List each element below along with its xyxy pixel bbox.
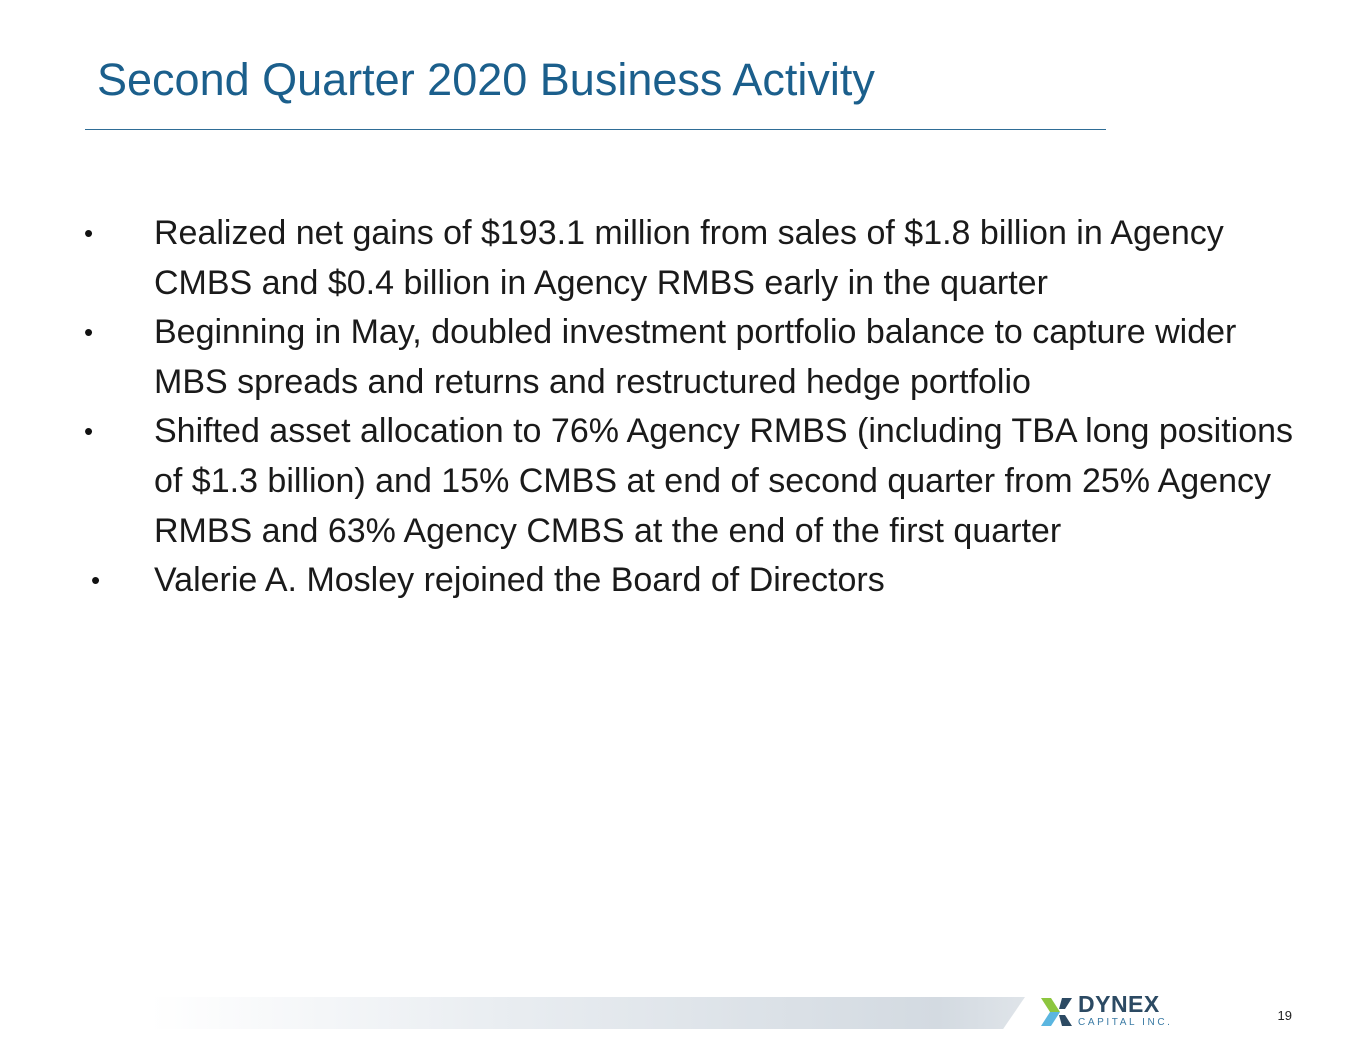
logo-wordmark: DYNEX <box>1078 991 1160 1017</box>
bullet-marker: • <box>84 416 94 447</box>
bullet-item <box>0 407 1300 556</box>
bullet-text: Beginning in May, doubled investment portfolio balance to capture wider MBS spreads and returns and restructured hedge portfolio <box>154 313 1237 401</box>
bullet-text: Realized net gains of $193.1 million from sales of $1.8 billion in Agency CMBS and $0.4 billion in Agency RMBS early in the quarter <box>154 214 1224 302</box>
bullet-text: Valerie A. Mosley rejoined the Board of Directors <box>154 561 885 600</box>
bullet-item <box>0 308 1300 407</box>
bullet-marker: • <box>91 565 101 596</box>
bullet-item <box>0 209 1300 308</box>
bullet-text: Shifted asset allocation to 76% Agency RMBS (including TBA long positions of $1.3 billion) and 15% CMBS at end of second quarter from 25% Agency RMBS and 63% Agency CMBS at the end of the first quarter <box>154 412 1294 550</box>
slide-title: Second Quarter 2020 Business Activity <box>97 54 875 105</box>
bullet-item <box>0 556 1300 606</box>
footer-band <box>150 997 1025 1029</box>
company-logo <box>1040 993 1190 1033</box>
bullet-marker: • <box>84 218 94 248</box>
page-number: 19 <box>1277 1008 1292 1023</box>
bullet-list <box>0 209 1300 606</box>
title-divider <box>85 129 1106 130</box>
logo-tagline: CAPITAL INC. <box>1078 1017 1173 1028</box>
bullet-marker: • <box>84 317 94 348</box>
dynex-x-mark-icon <box>1040 995 1074 1029</box>
